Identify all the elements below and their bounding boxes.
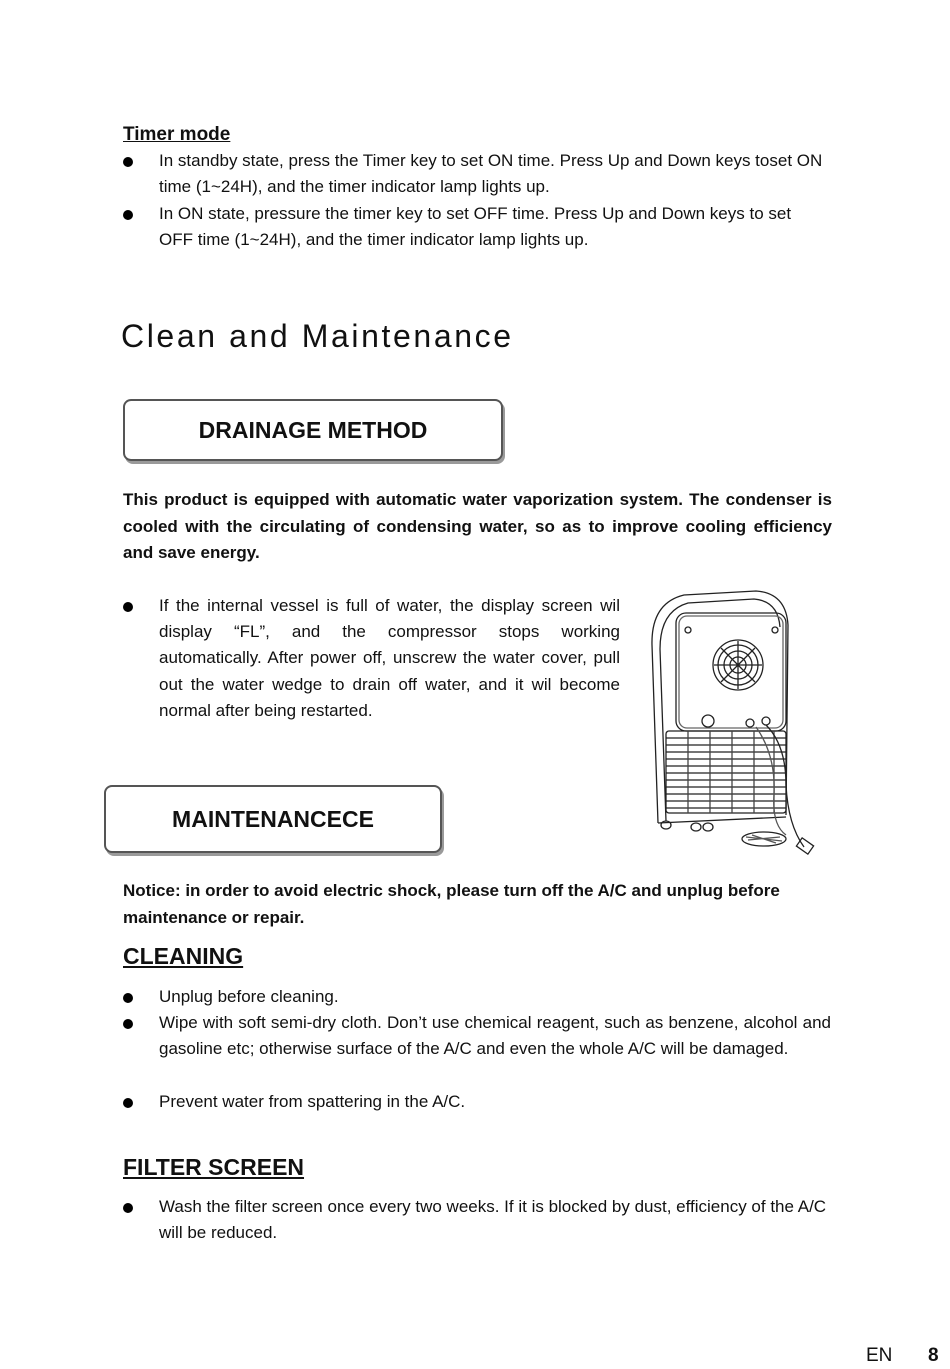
list-item: [123, 1089, 833, 1115]
drainage-intro: This product is equipped with automatic water vaporization system. The condenser is cooled with the circulating of condensing water, so as to improve cooling efficiency and save energy.: [123, 490, 832, 562]
list-item: [123, 201, 833, 253]
list-item-text: Wipe with soft semi-dry cloth. Don’t use chemical reagent, such as benzene, alcohol and gasoline etc; otherwise surface of the A/C and even the whole A/C will be damaged.: [159, 1013, 831, 1059]
list-item-text: Unplug before cleaning.: [159, 987, 339, 1006]
filter-screen-heading: FILTER SCREEN: [123, 1154, 305, 1180]
list-item: [123, 148, 833, 200]
list-item-text: Prevent water from spattering in the A/C.: [159, 1092, 466, 1111]
bullet-icon: [123, 602, 133, 612]
list-item-text: In ON state, pressure the timer key to set OFF time. Press Up and Down keys to set OFF time (1~24H), and the timer indicator lamp lights up.: [159, 204, 792, 250]
bullet-icon: [123, 210, 133, 220]
section-title: Clean and Maintenance: [121, 318, 514, 354]
list-item-text: In standby state, press the Timer key to set ON time. Press Up and Down keys toset ON time (1~24H), and the timer indicator lamp lights up.: [159, 151, 823, 197]
air-conditioner-illustration: [636, 585, 836, 865]
maintenance-box: [104, 785, 442, 853]
bullet-icon: [123, 993, 133, 1003]
bullet-icon: [123, 1203, 133, 1213]
page-number: 8: [928, 1345, 939, 1366]
list-item: [123, 1194, 833, 1246]
list-item: [123, 593, 623, 728]
list-item-text: Wash the filter screen once every two weeks. If it is blocked by dust, efficiency of the A/C will be reduced.: [159, 1197, 827, 1243]
list-item: [123, 984, 833, 1010]
language-label: EN: [866, 1345, 893, 1366]
maintenance-title: MAINTENANCECE: [172, 805, 374, 832]
drainage-method-box: [123, 399, 503, 461]
timer-mode-heading: Timer mode: [123, 124, 231, 145]
bullet-icon: [123, 1098, 133, 1108]
list-item: [123, 1010, 833, 1090]
maintenance-notice: Notice: in order to avoid electric shock, please turn off the A/C and unplug before maintenance or repair.: [123, 881, 780, 927]
bullet-icon: [123, 1019, 133, 1029]
bullet-icon: [123, 157, 133, 167]
cleaning-heading: CLEANING: [123, 943, 244, 969]
list-item-text: If the internal vessel is full of water, the display screen wil display “FL”, and the compressor stops working automatically. After power off, unscrew the water cover, pull out the water wedge to drain off water, and it wil become normal after being restarted.: [159, 596, 620, 720]
drainage-method-title: DRAINAGE METHOD: [198, 416, 428, 443]
